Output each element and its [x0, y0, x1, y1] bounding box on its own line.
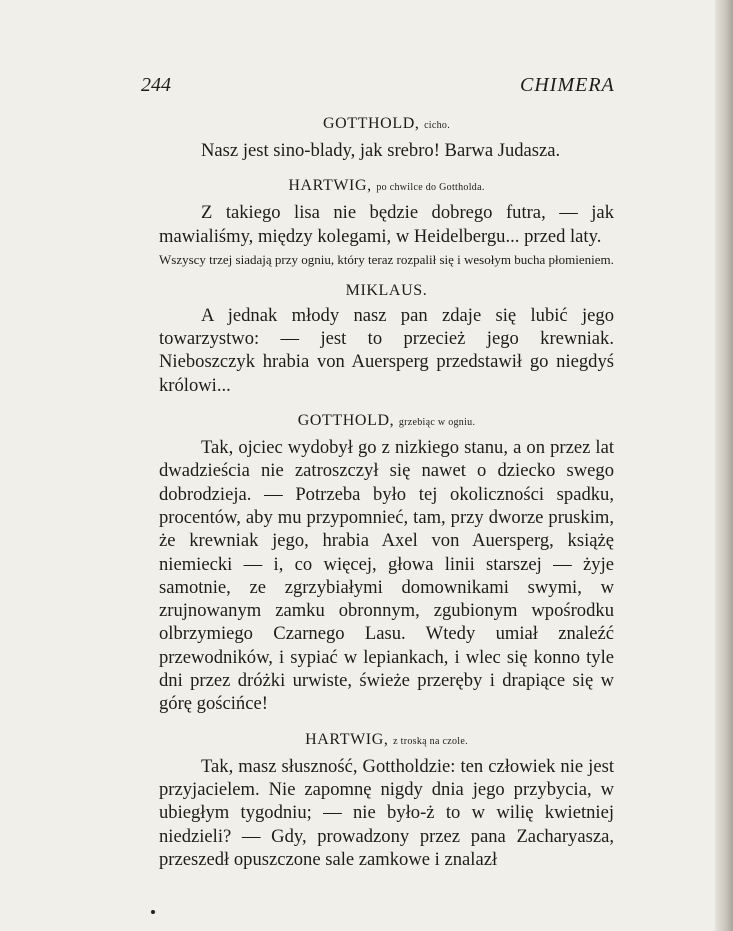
page-edge	[715, 0, 733, 931]
stage-direction: grzebiąc w ogniu.	[398, 417, 476, 429]
running-title: CHIMERA	[520, 74, 615, 96]
speaker-name: GOTTHOLD,	[297, 412, 395, 430]
stage-direction: z troską na czole.	[393, 735, 468, 747]
stage-direction: cicho.	[424, 120, 451, 131]
speech-paragraph: Tak, ojciec wydobył go z nizkiego stanu, a on przez lat dwadzieścia nie zatroszczył się nawet o dziecko swego dobrodzieja. — Potrzeba było tej okoliczności spadku, procentów, aby mu przypomnieć, tam, przy dworze pruskim, że krewniak jego, hrabia Axel von Auersperg, książę niemiecki — i, co więcej, głowa linii starszej — żyje samotnie, ze zgrzybiałymi domownikami swymi, w zrujnowanym zamku obronnym, zgubionym wpośrodku olbrzymiego Czarnego Lasu. Wtedy umiał znaleźć przewodników, i sypiać w lepiankach, i wlec się konno tyle dni przez dróżki urwiste, świeże przeręby i drapiące się w górę gościńce!	[159, 437, 614, 715]
speaker-heading	[159, 728, 614, 754]
speaker-heading	[159, 174, 614, 200]
speech-paragraph: Tak, masz słuszność, Gottholdzie: ten człowiek nie jest przyjacielem. Nie zapomnę nigdy dnia jego przybycia, w ubiegłym tygodniu; — nie było-ż to w wilię kwietniej niedzieli? — Gdy, prowadzony przez pana Zacharyasza, przeszedł opuszczone sale zamkowe i znalazł	[159, 755, 614, 870]
page-number: 244	[141, 74, 171, 96]
speaker-name: HARTWIG,	[305, 730, 389, 748]
bleed-through-marks	[719, 60, 731, 380]
page-body	[159, 112, 614, 871]
ink-speck	[151, 910, 155, 914]
speaker-heading	[159, 112, 614, 138]
speaker-name: MIKLAUS.	[345, 281, 428, 299]
speaker-heading	[159, 279, 614, 303]
stage-direction-paragraph: Wszyscy trzej siadają przy ogniu, który teraz rozpalił się i wesołym bucha płomieniem.	[159, 251, 614, 267]
stage-direction: po chwilce do Gottholda.	[376, 182, 485, 194]
speaker-heading	[159, 409, 614, 435]
speech-paragraph: A jednak młody nasz pan zdaje się lubić jego towarzystwo: — jest to przecież jego krewniak. Nieboszczyk hrabia von Auersperg przedstawił go niegdyś królowi...	[159, 304, 614, 396]
speech-paragraph: Z takiego lisa nie będzie dobrego futra, — jak mawialiśmy, między kolegami, w Heidelbergu... przed laty.	[159, 202, 614, 247]
speaker-name: GOTTHOLD,	[322, 115, 420, 132]
speech-paragraph: Nasz jest sino-blady, jak srebro! Barwa Judasza.	[201, 140, 561, 161]
speaker-name: HARTWIG,	[288, 177, 372, 195]
